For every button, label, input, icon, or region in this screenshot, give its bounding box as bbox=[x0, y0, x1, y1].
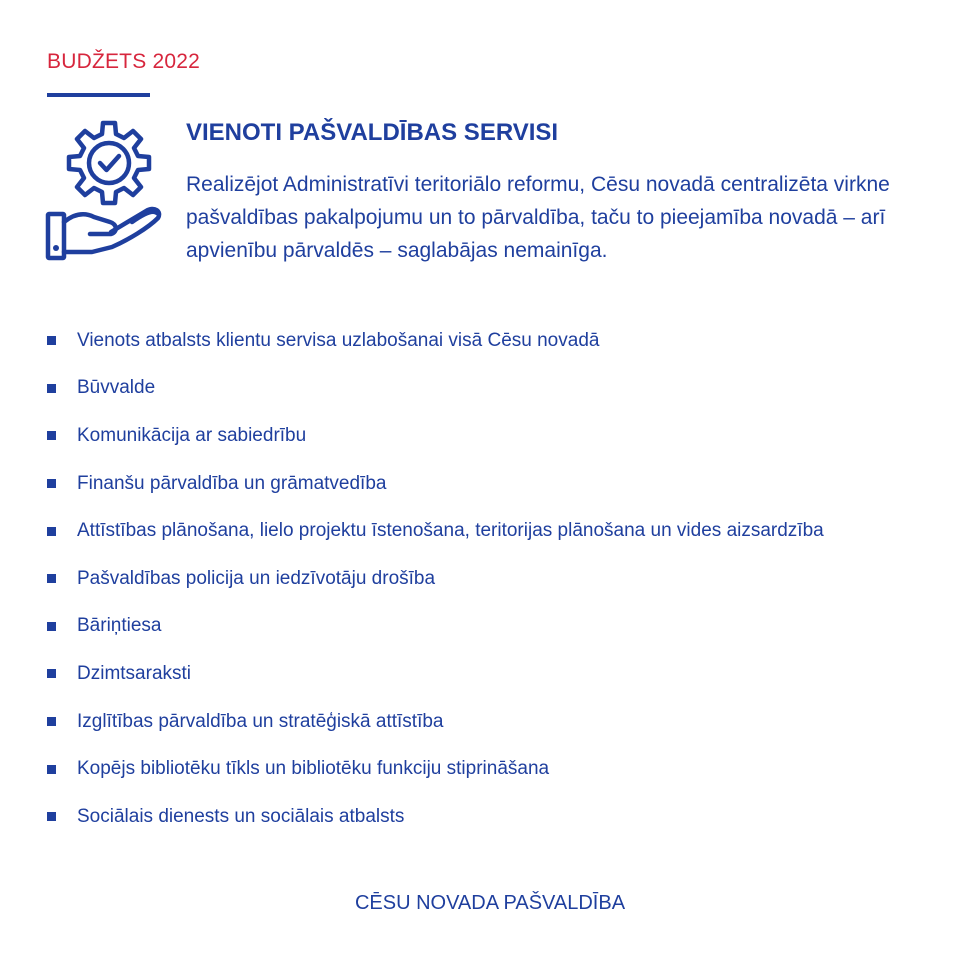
service-label: Attīstības plānošana, lielo projektu īstenošana, teritorijas plānošana un vides aizsardzība bbox=[77, 520, 824, 542]
service-item bbox=[47, 793, 967, 841]
service-item bbox=[47, 317, 967, 365]
intro-paragraph: Realizējot Administratīvi teritoriālo reformu, Cēsu novadā centralizēta virkne pašvaldības pakalpojumu un to pārvaldība, taču to pieejamība novadā – arī apvienību pārvaldēs – saglabājas nemainīga. bbox=[186, 173, 890, 262]
service-item bbox=[47, 745, 967, 793]
square-bullet-icon bbox=[47, 765, 56, 774]
square-bullet-icon bbox=[47, 336, 56, 345]
service-label: Vienots atbalsts klientu servisa uzlabošanai visā Cēsu novadā bbox=[77, 329, 600, 351]
service-label: Dzimtsaraksti bbox=[77, 662, 192, 684]
square-bullet-icon bbox=[47, 527, 56, 536]
service-item bbox=[47, 555, 967, 603]
service-label: Kopējs bibliotēku tīkls un bibliotēku funkciju stiprināšana bbox=[77, 758, 550, 780]
footer-organization: CĒSU NOVADA PAŠVALDĪBA bbox=[354, 892, 626, 914]
section-title: VIENOTI PAŠVALDĪBAS SERVISI bbox=[186, 119, 559, 146]
gear-check-hand-icon bbox=[44, 114, 172, 264]
service-item bbox=[47, 412, 967, 460]
service-label: Komunikācija ar sabiedrību bbox=[77, 424, 307, 446]
square-bullet-icon bbox=[47, 669, 56, 678]
square-bullet-icon bbox=[47, 622, 56, 631]
square-bullet-icon bbox=[47, 431, 56, 440]
service-item bbox=[47, 365, 967, 413]
services-list bbox=[47, 317, 967, 841]
service-label: Pašvaldības policija un iedzīvotāju drošība bbox=[77, 567, 436, 589]
service-label: Bāriņtiesa bbox=[77, 615, 162, 637]
service-label: Būvvalde bbox=[77, 377, 156, 399]
service-label: Sociālais dienests un sociālais atbalsts bbox=[77, 805, 405, 827]
square-bullet-icon bbox=[47, 717, 56, 726]
square-bullet-icon bbox=[47, 574, 56, 583]
square-bullet-icon bbox=[47, 384, 56, 393]
service-item bbox=[47, 650, 967, 698]
service-item bbox=[47, 460, 967, 508]
service-item bbox=[47, 698, 967, 746]
budget-kicker: BUDŽETS 2022 bbox=[47, 50, 200, 73]
service-label: Izglītības pārvaldība un stratēģiskā attīstība bbox=[77, 710, 444, 732]
square-bullet-icon bbox=[47, 812, 56, 821]
kicker-underline bbox=[47, 93, 150, 97]
service-label: Finanšu pārvaldība un grāmatvedība bbox=[77, 472, 387, 494]
square-bullet-icon bbox=[47, 479, 56, 488]
service-item bbox=[47, 603, 967, 651]
service-item bbox=[47, 507, 967, 555]
